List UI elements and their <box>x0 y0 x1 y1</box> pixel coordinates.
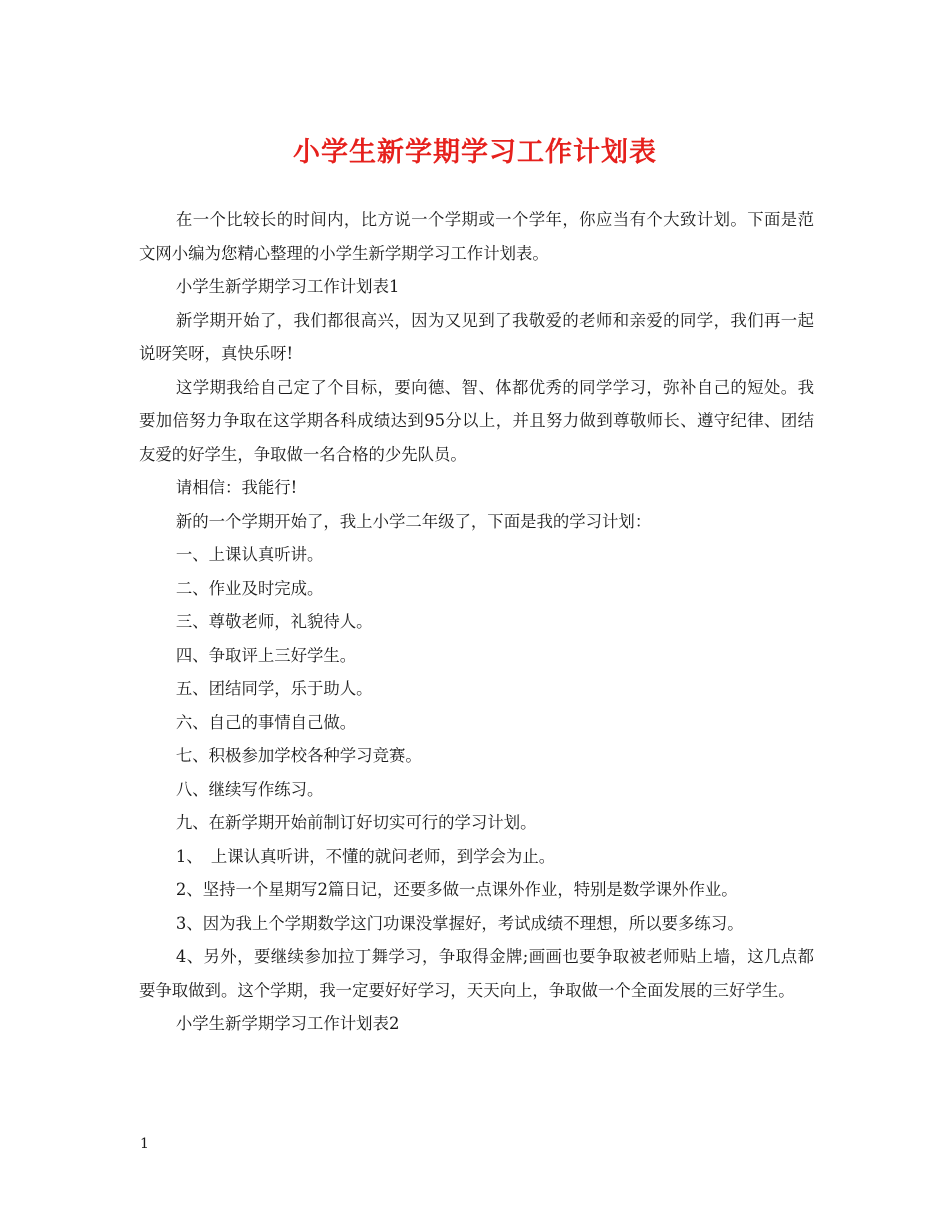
list-item: 五、团结同学，乐于助人。 <box>175 679 373 698</box>
page-number: 1 <box>140 1136 149 1152</box>
list-item: 3、因为我上个学期数学这门功课没掌握好，考试成绩不理想，所以要多练习。 <box>175 913 744 933</box>
list-item: 二、作业及时完成。 <box>175 578 324 598</box>
paragraph: 在一个比较长的时间内，比方说一个学期或一个学年，你应当有个大致计划。下面是范文网小编为您精心整理的小学生新学期学习工作计划表。 <box>139 210 814 263</box>
list-item: 一、上课认真听讲。 <box>175 545 324 564</box>
list-item: 八、继续写作练习。 <box>175 779 324 799</box>
list-item: 六、自己的事情自己做。 <box>175 712 357 732</box>
list-item: 1、 上课认真听讲，不懂的就问老师，到学会为止。 <box>175 846 556 866</box>
list-item: 2、坚持一个星期写2篇日记，还要多做一点课外作业，特别是数学课外作业。 <box>175 880 738 899</box>
paragraph: 新学期开始了，我们都很高兴，因为又见到了我敬爱的老师和亲爱的同学，我们再一起说呀笑呀，真快乐呀! <box>139 310 814 363</box>
paragraph: 请相信：我能行! <box>175 478 298 497</box>
paragraph: 4、另外，要继续参加拉丁舞学习，争取得金牌;画画也要争取被老师贴上墙，这几点都要争取做到。这个学期，我一定要好好学习，天天向上，争取做一个全面发展的三好学生。 <box>139 947 814 1000</box>
list-item: 九、在新学期开始前制订好切实可行的学习计划。 <box>175 813 537 832</box>
paragraph: 这学期我给自己定了个目标，要向德、智、体都优秀的同学学习，弥补自己的短处。我要加倍努力争取在这学期各科成绩达到95分以上，并且努力做到尊敬师长、遵守纪律、团结友爱的好学生，争取做一名合格的少先队员。 <box>139 377 814 464</box>
document-body <box>139 203 814 1041</box>
list-item: 三、尊敬老师，礼貌待人。 <box>175 612 373 631</box>
paragraph: 小学生新学期学习工作计划表1 <box>175 277 400 296</box>
paragraph: 新的一个学期开始了，我上小学二年级了，下面是我的学习计划： <box>175 511 652 531</box>
list-item: 七、积极参加学校各种学习竞赛。 <box>175 746 422 765</box>
section-heading: 小学生新学期学习工作计划表2 <box>175 1014 400 1033</box>
document-title: 小学生新学期学习工作计划表 <box>293 137 657 168</box>
list-item: 四、争取评上三好学生。 <box>175 645 357 665</box>
